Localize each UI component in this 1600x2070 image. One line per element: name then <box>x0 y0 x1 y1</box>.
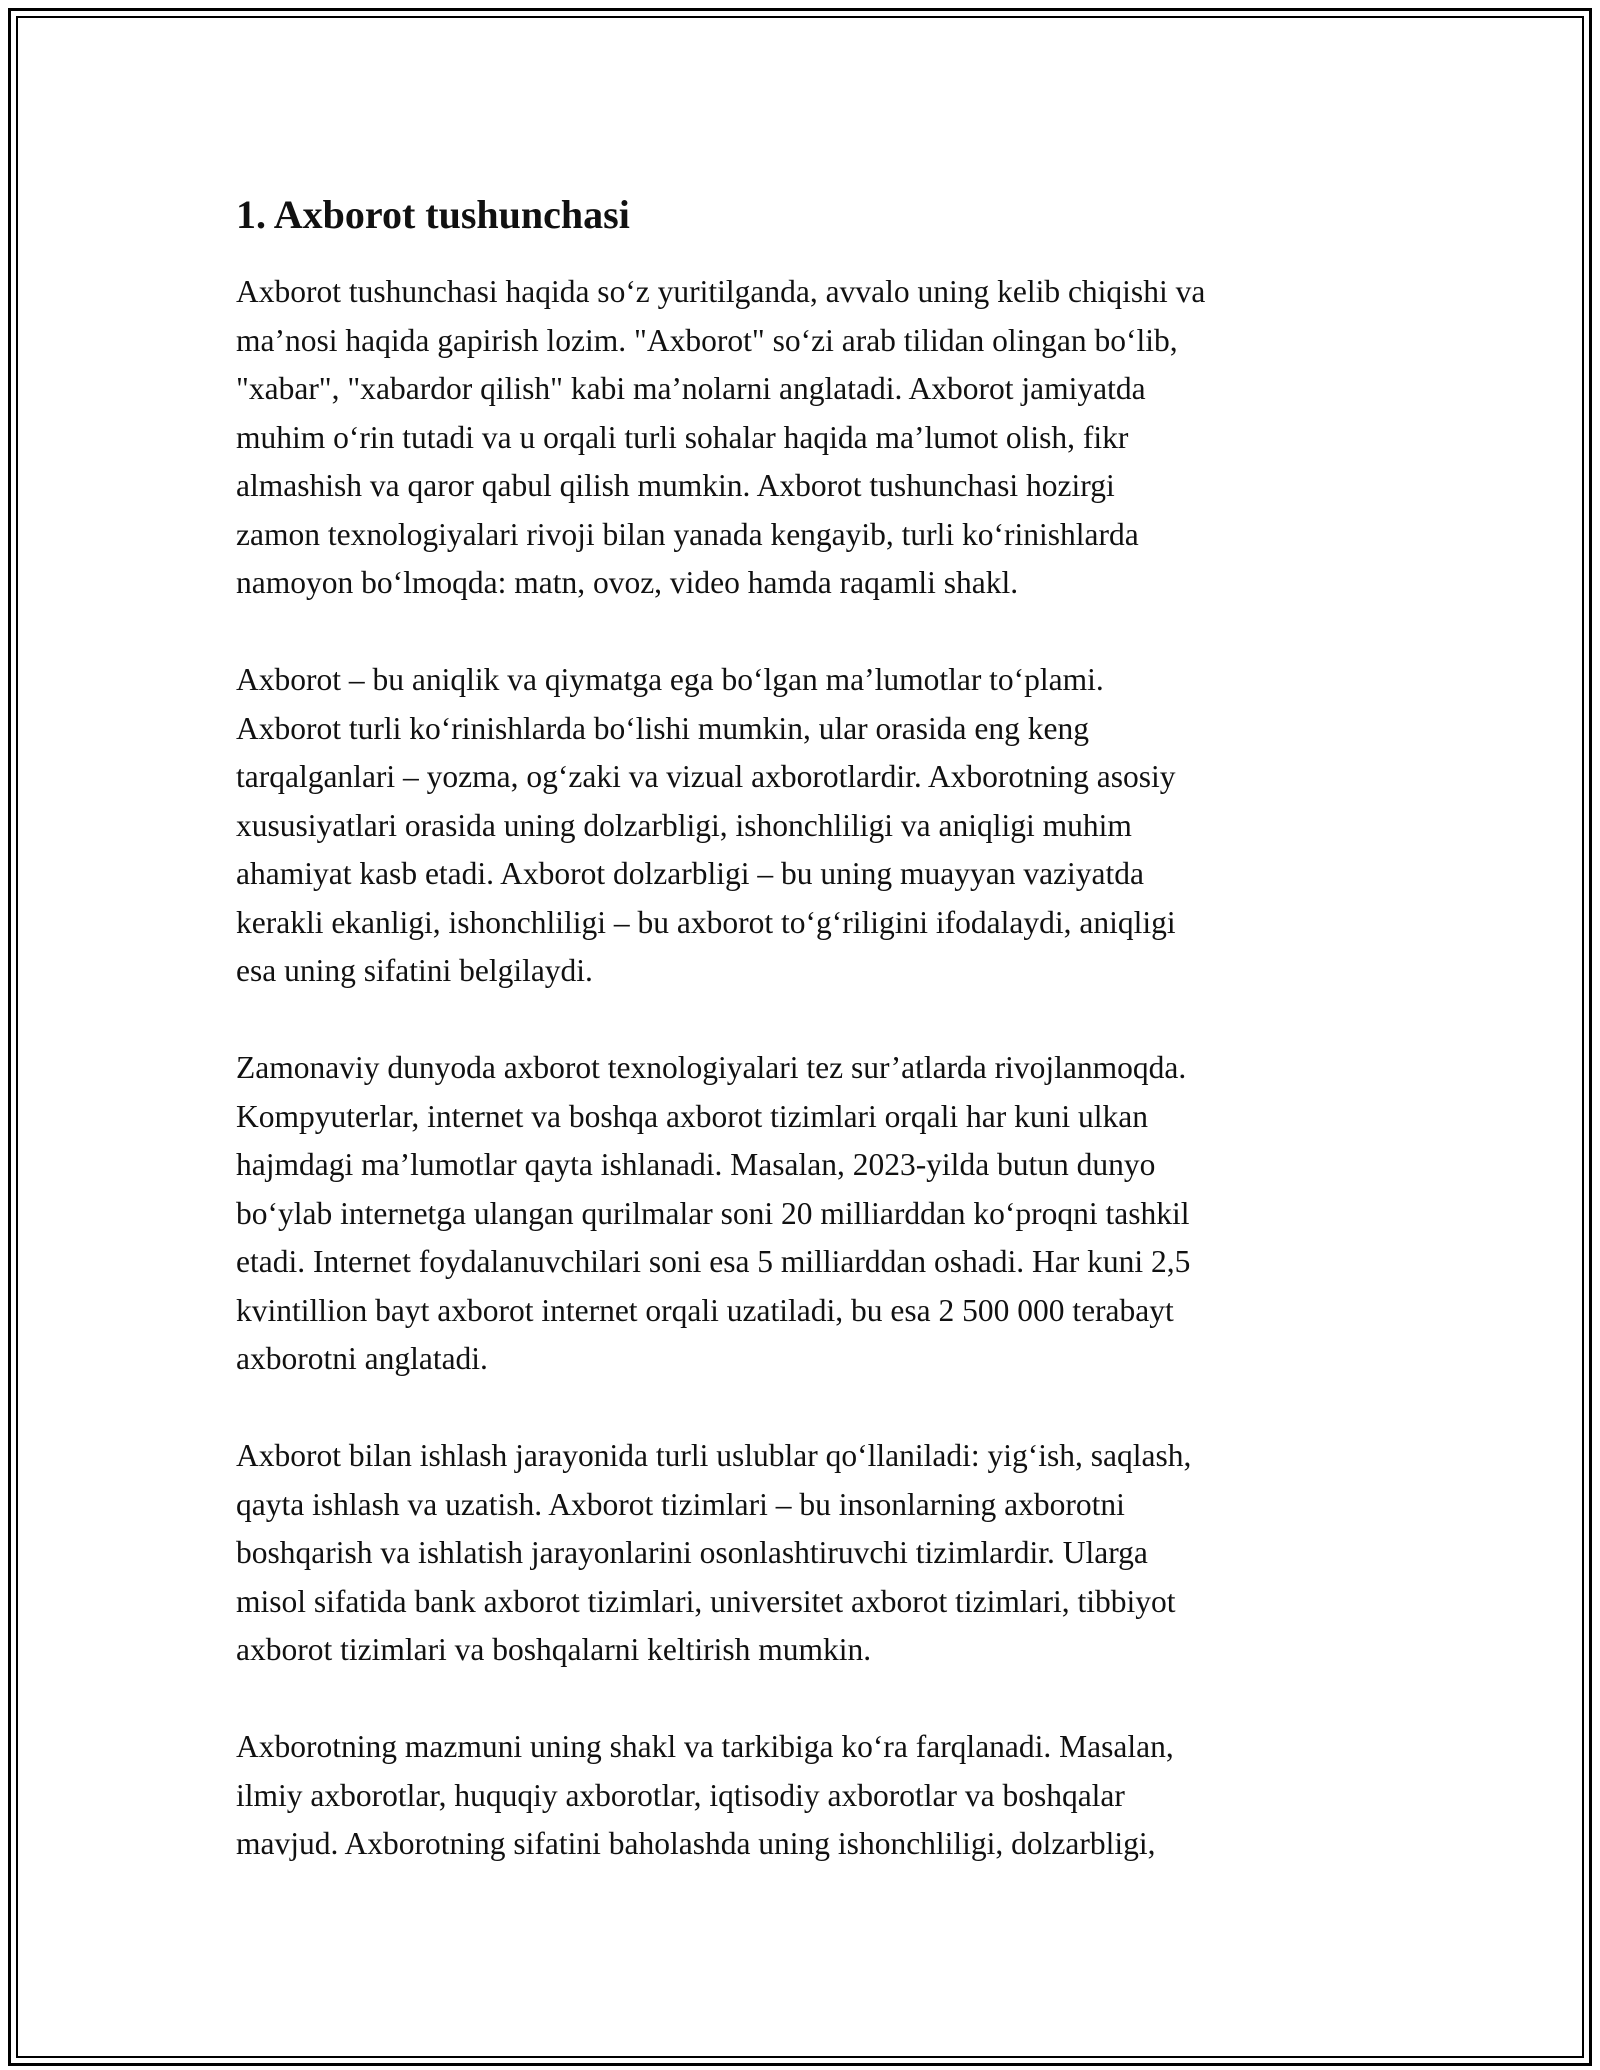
paragraph-2 <box>236 656 1396 996</box>
text-line: Axborot tushunchasi haqida so‘z yuritilganda, avvalo uning kelib chiqishi va <box>236 274 1206 309</box>
text-line: esa uning sifatini belgilaydi. <box>236 953 593 988</box>
text-line: etadi. Internet foydalanuvchilari soni esa 5 milliarddan oshadi. Har kuni 2,5 <box>236 1244 1191 1279</box>
paragraph-4 <box>236 1432 1396 1675</box>
text-line: xususiyatlari orasida uning dolzarbligi, ishonchliligi va aniqligi muhim <box>236 807 1132 843</box>
text-line: hajmdagi ma’lumotlar qayta ishlanadi. Masalan, 2023-yilda butun dunyo <box>236 1147 1156 1182</box>
text-line: muhim o‘rin tutadi va u orqali turli sohalar haqida ma’lumot olish, fikr <box>236 419 1129 455</box>
text-line: axborotni anglatadi. <box>236 1341 488 1376</box>
text-line: Axborot bilan ishlash jarayonida turli uslublar qo‘llaniladi: yig‘ish, saqlash, <box>236 1438 1192 1473</box>
text-line: axborot tizimlari va boshqalarni keltirish mumkin. <box>236 1632 872 1667</box>
paragraph-5 <box>236 1723 1396 1869</box>
paragraph-3 <box>236 1044 1396 1384</box>
text-line: Zamonaviy dunyoda axborot texnologiyalari tez sur’atlarda rivojlanmoqda. <box>236 1050 1187 1085</box>
text-line: qayta ishlash va uzatish. Axborot tizimlari – bu insonlarning axborotni <box>236 1486 1125 1522</box>
text-line: Kompyuterlar, internet va boshqa axborot tizimlari orqali har kuni ulkan <box>236 1098 1148 1134</box>
text-line: "xabar", "xabardor qilish" kabi ma’nolarni anglatadi. Axborot jamiyatda <box>236 371 1146 406</box>
paragraph-1 <box>236 268 1396 608</box>
text-line: mavjud. Axborotning sifatini baholashda uning ishonchliligi, dolzarbligi, <box>236 1826 1156 1861</box>
text-line: almashish va qaror qabul qilish mumkin. Axborot tushunchasi hozirgi <box>236 468 1115 503</box>
text-line: kvintillion bayt axborot internet orqali uzatiladi, bu esa 2 500 000 terabayt <box>236 1292 1174 1328</box>
text-line: Axborot turli ko‘rinishlarda bo‘lishi mumkin, ular orasida eng keng <box>236 710 1089 746</box>
section-heading: 1. Axborot tushunchasi <box>236 192 630 237</box>
text-line: namoyon bo‘lmoqda: matn, ovoz, video hamda raqamli shakl. <box>236 565 1019 600</box>
text-line: bo‘ylab internetga ulangan qurilmalar soni 20 milliarddan ko‘proqni tashkil <box>236 1195 1190 1231</box>
document-body <box>236 184 1396 1917</box>
text-line: boshqarish va ishlatish jarayonlarini osonlashtiruvchi tizimlardir. Ularga <box>236 1535 1148 1570</box>
text-line: Axborot – bu aniqlik va qiymatga ega bo‘lgan ma’lumotlar to‘plami. <box>236 662 1104 697</box>
text-line: Axborotning mazmuni uning shakl va tarkibiga ko‘ra farqlanadi. Masalan, <box>236 1729 1174 1764</box>
text-line: tarqalganlari – yozma, og‘zaki va vizual axborotlardir. Axborotning asosiy <box>236 759 1176 794</box>
text-line: ahamiyat kasb etadi. Axborot dolzarbligi – bu uning muayyan vaziyatda <box>236 856 1145 891</box>
text-line: ilmiy axborotlar, huquqiy axborotlar, iqtisodiy axborotlar va boshqalar <box>236 1777 1125 1813</box>
text-line: kerakli ekanligi, ishonchliligi – bu axborot to‘g‘riligini ifodalaydi, aniqligi <box>236 904 1176 940</box>
text-line: zamon texnologiyalari rivoji bilan yanada kengayib, turli ko‘rinishlarda <box>236 516 1139 552</box>
text-line: ma’nosi haqida gapirish lozim. "Axborot" so‘zi arab tilidan olingan bo‘lib, <box>236 322 1178 358</box>
text-line: misol sifatida bank axborot tizimlari, universitet axborot tizimlari, tibbiyot <box>236 1583 1176 1619</box>
